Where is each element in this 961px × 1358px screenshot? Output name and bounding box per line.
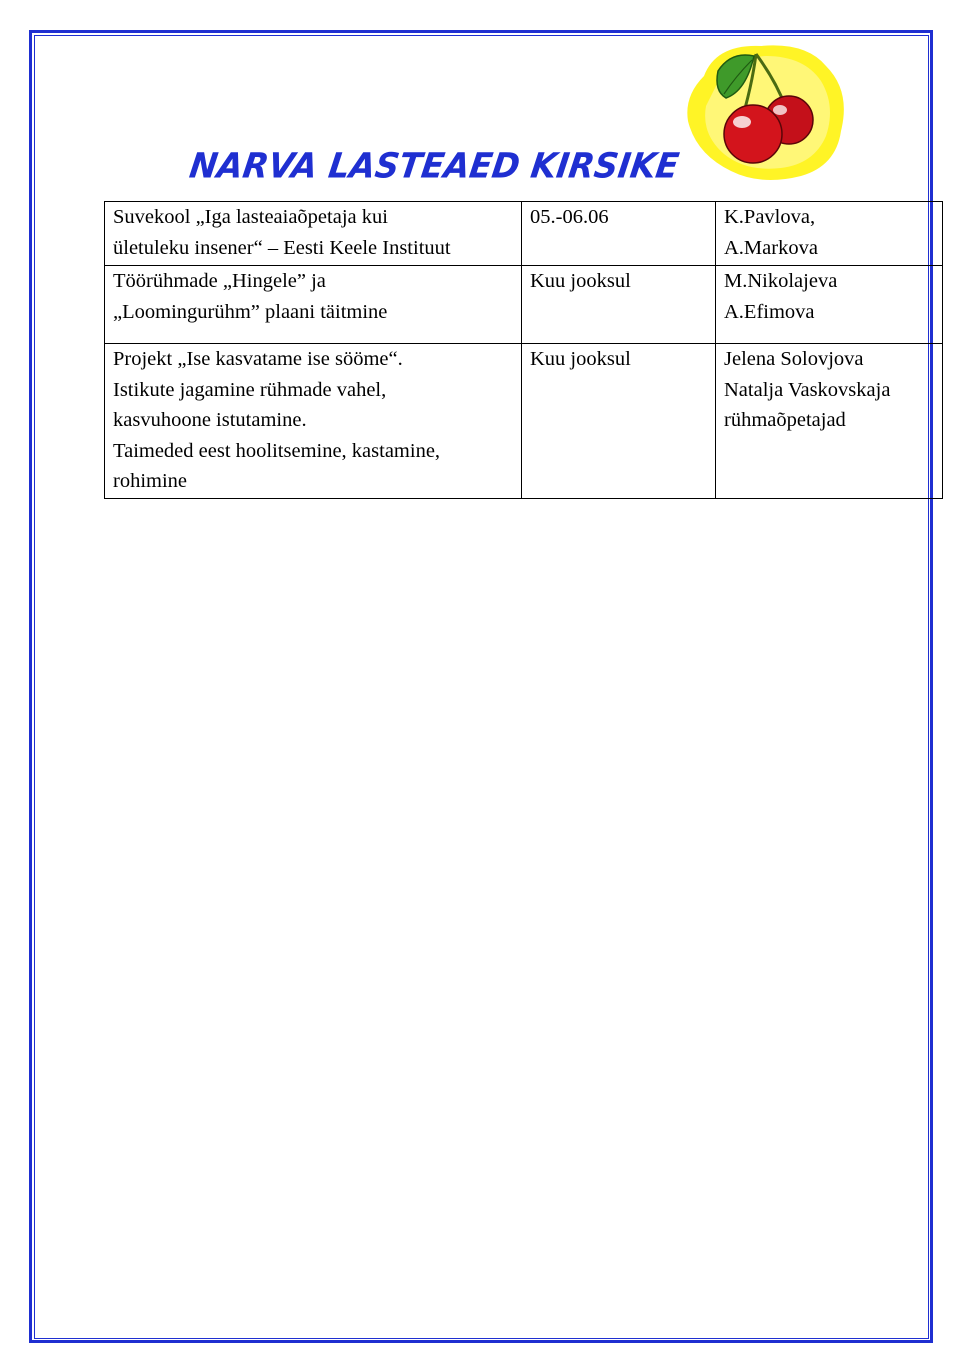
activity-line: Suvekool „Iga lasteaiaõpetaja kui — [113, 206, 388, 228]
activity-line: Istikute jagamine rühmade vahel, — [113, 378, 387, 401]
responsible-line: A.Efimova — [724, 300, 815, 323]
responsible-line: Natalja Vaskovskaja — [724, 378, 891, 401]
date-cell — [522, 266, 716, 344]
date-cell — [522, 344, 716, 499]
activity-cell — [105, 202, 522, 266]
date-line: Kuu jooksul — [530, 348, 631, 370]
responsible-line: A.Markova — [724, 236, 818, 259]
page-title: NARVA LASTEAED KIRSIKE — [187, 145, 682, 186]
activity-line: Projekt „Ise kasvatame ise sööme“. — [113, 348, 403, 370]
activity-line: rohimine — [113, 470, 188, 492]
responsible-line: M.Nikolajeva — [724, 270, 838, 292]
table-row — [105, 202, 943, 266]
date-cell — [522, 202, 716, 266]
responsible-line: Jelena Solovjova — [724, 348, 864, 370]
plan-table — [104, 201, 943, 499]
activity-line: ületuleku insener“ – Eesti Keele Instituut — [113, 236, 451, 259]
activity-line: Töörühmade „Hingele” ja — [113, 270, 326, 292]
responsible-line: rühmaõpetajad — [724, 409, 846, 431]
responsible-cell — [716, 202, 943, 266]
activity-line: kasvuhoone istutamine. — [113, 409, 307, 431]
responsible-line: K.Pavlova, — [724, 206, 816, 228]
responsible-cell — [716, 266, 943, 344]
activity-line: „Loomingurühm” plaani täitmine — [113, 300, 388, 323]
activity-cell — [105, 266, 522, 344]
table-row — [105, 344, 943, 499]
activity-cell — [105, 344, 522, 499]
date-line: Kuu jooksul — [530, 270, 631, 292]
date-line: 05.-06.06 — [530, 206, 609, 228]
table-row — [105, 266, 943, 344]
responsible-cell — [716, 344, 943, 499]
cherry-icon — [676, 36, 856, 186]
activity-line: Taimeded eest hoolitsemine, kastamine, — [113, 439, 441, 462]
